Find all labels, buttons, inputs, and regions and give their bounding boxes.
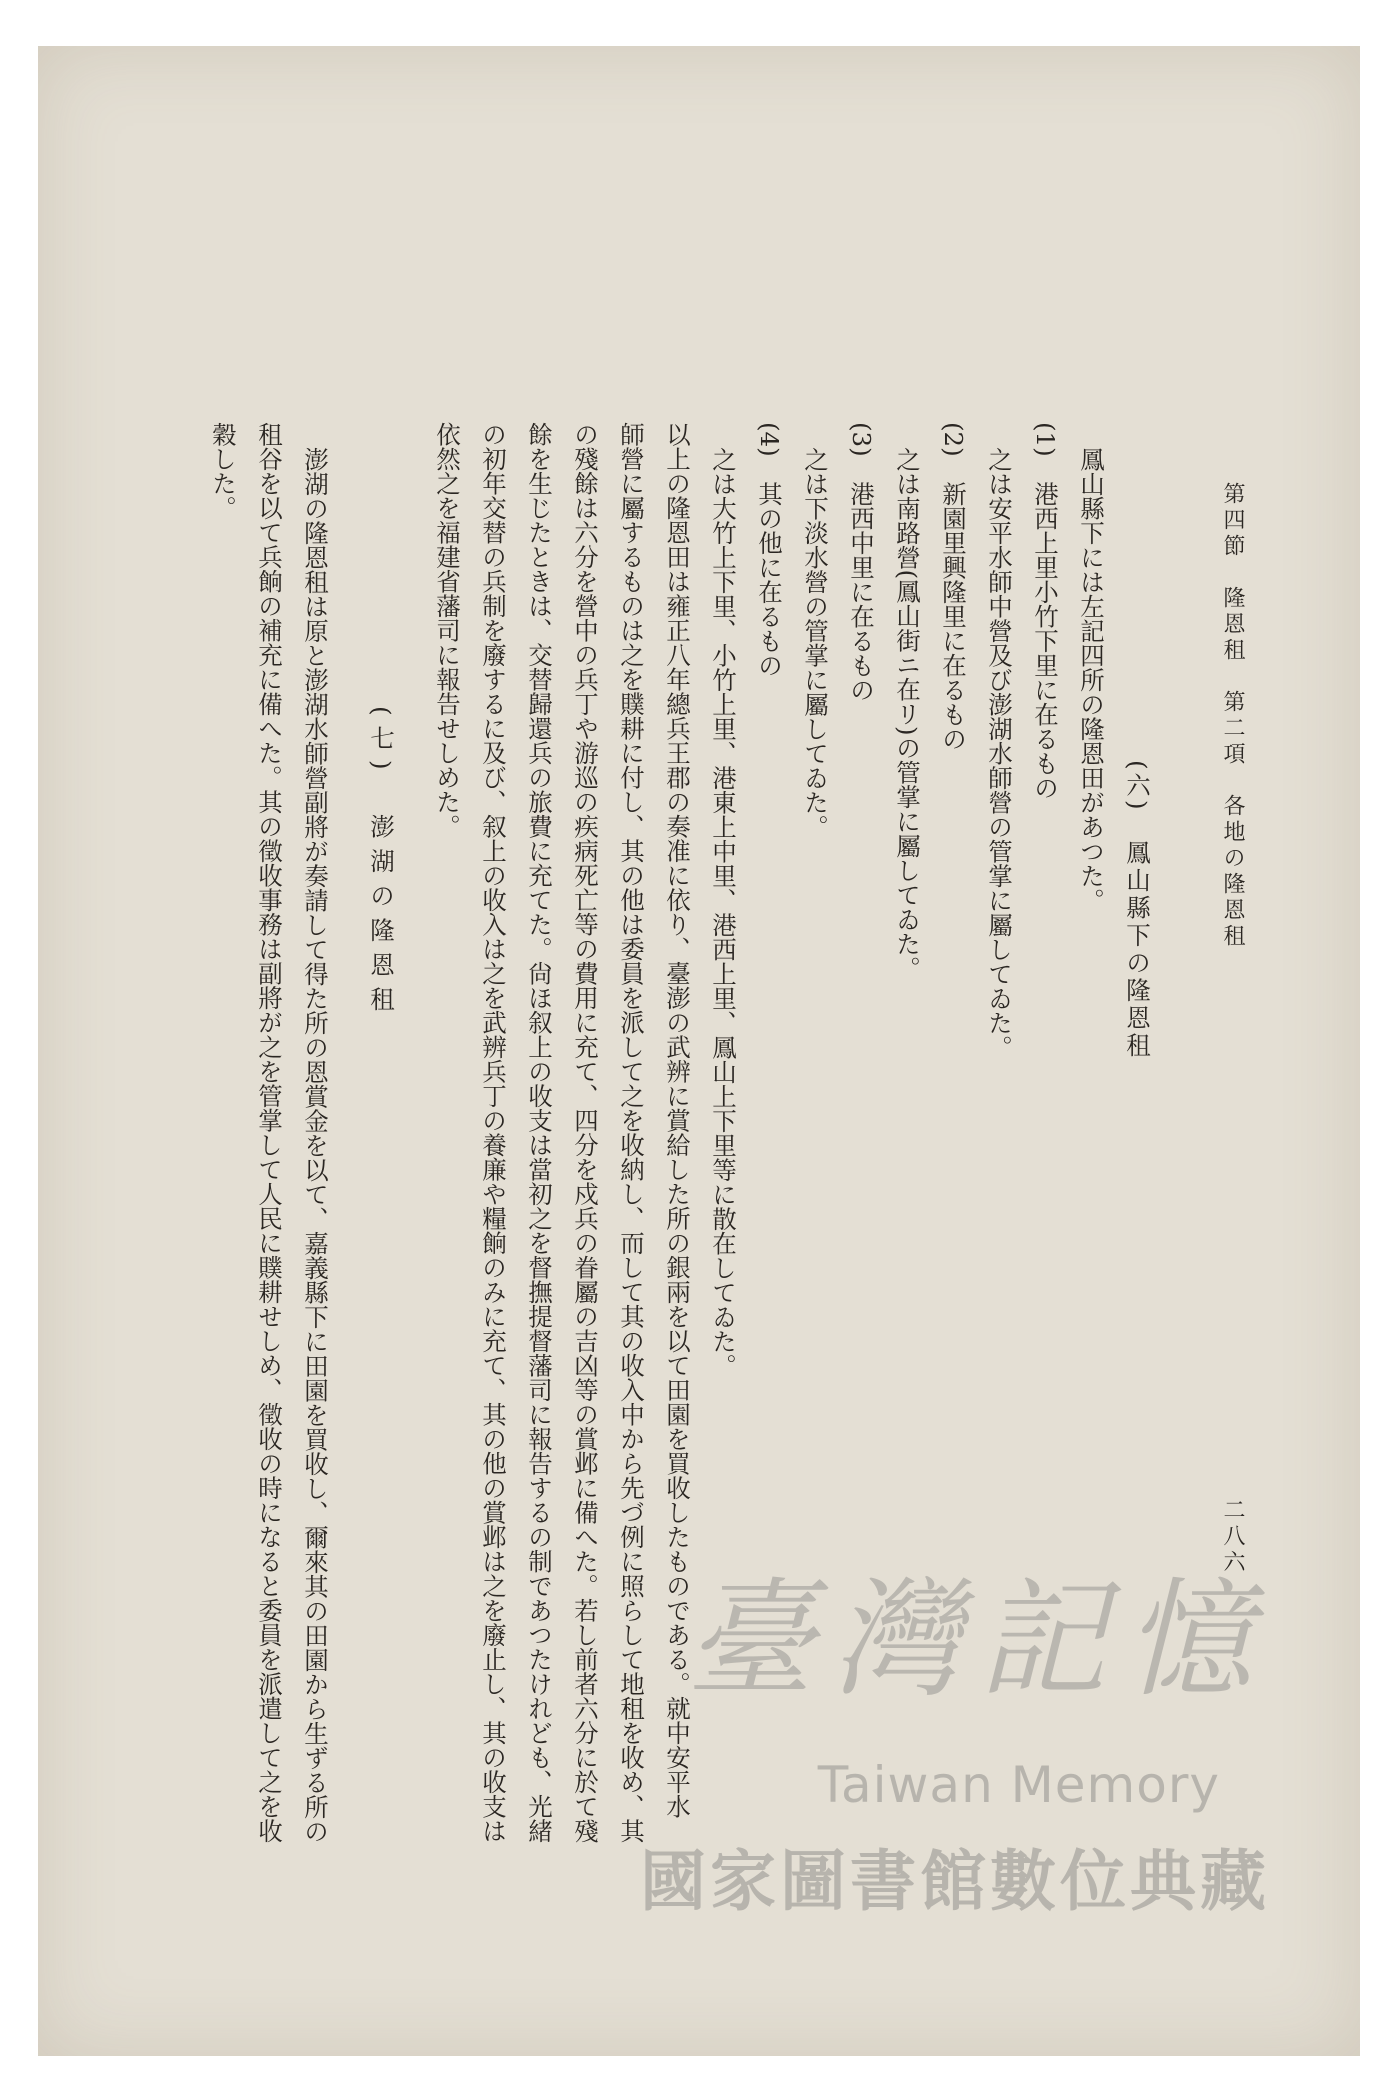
text-line: 租谷を以て兵餉の補充に備へた。其の徵收事務は副將が之を管掌して人民に贌耕せしめ、徵收の時になると委員を派遣して之を收 — [255, 422, 284, 1843]
text-line: 依然之を福建省藩司に報告せしめた。 — [433, 422, 462, 839]
body-text — [200, 422, 1160, 1842]
text-line: (七) 澎湖の隆恩租 — [367, 706, 396, 1022]
text-line: (六) 鳳山縣下の隆恩租 — [1123, 760, 1152, 1061]
text-line: 之は下淡水營の管掌に屬してゐた。 — [801, 447, 830, 839]
text-line: の殘餘は六分を營中の兵丁や游巡の疾病死亡等の費用に充て、四分を戍兵の眷屬の吉凶等の賞邺に備へた。若し前者六分に於て殘 — [571, 422, 600, 1843]
text-line: (3) 港西中里に在るもの — [847, 422, 876, 702]
text-line: 澎湖の隆恩租は原と澎湖水師營副將が奏請して得た所の恩賞金を以て、嘉義縣下に田園を買收し、爾來其の田園から生ずる所の — [301, 447, 330, 1844]
text-line: 鳳山縣下には左記四所の隆恩田があつた。 — [1077, 447, 1106, 913]
page-number: 二八六 — [1220, 1498, 1245, 1576]
scanned-page — [38, 46, 1360, 2056]
text-line: 之は安平水師中營及び澎湖水師營の管掌に屬してゐた。 — [985, 447, 1014, 1060]
text-line: 之は南路營(鳳山街ニ在リ)の管掌に屬してゐた。 — [893, 447, 922, 981]
text-line: 穀した。 — [209, 422, 238, 520]
text-line: (1) 港西上里小竹下里に在るもの — [1031, 422, 1060, 800]
text-line: 餘を生じたときは、交替歸還兵の旅費に充てた。尙ほ叙上の收支は當初之を督撫提督藩司に報告するの制であつたけれども、光緒 — [525, 422, 554, 1843]
running-header: 第四節 隆恩租 第二項 各地の隆恩租 — [1220, 482, 1245, 950]
watermark-calligraphy: 臺灣記憶 — [685, 1566, 1270, 1715]
text-line: (2) 新園里興隆里に在るもの — [939, 422, 968, 751]
text-line — [338, 422, 358, 1842]
text-line: 以上の隆恩田は雍正八年總兵王郡の奏准に依り、臺澎の武辨に賞給した所の銀兩を以て田園を買收したものである。就中安平水 — [663, 422, 692, 1819]
text-line — [404, 422, 424, 1842]
text-line: 之は大竹上下里、小竹上里、港東上中里、港西上里、鳳山上下里等に散在してゐた。 — [709, 447, 738, 1378]
text-line: (4) 其の他に在るもの — [755, 422, 784, 678]
text-line: の初年交替の兵制を廢するに及び、叙上の收入は之を武辨兵丁の養廉や糧餉のみに充て、其の他の賞邺は之を廢止し、其の收支は — [479, 422, 508, 1843]
watermark-organization: 國家圖書館數位典藏 — [640, 1843, 1270, 1920]
watermark-english: Taiwan Memory — [817, 1756, 1220, 1814]
text-line: 師營に屬するものは之を贌耕に付し、其の他は委員を派して之を收納し、而して其の收入中から先づ例に照らして地租を收め、其 — [617, 422, 646, 1843]
